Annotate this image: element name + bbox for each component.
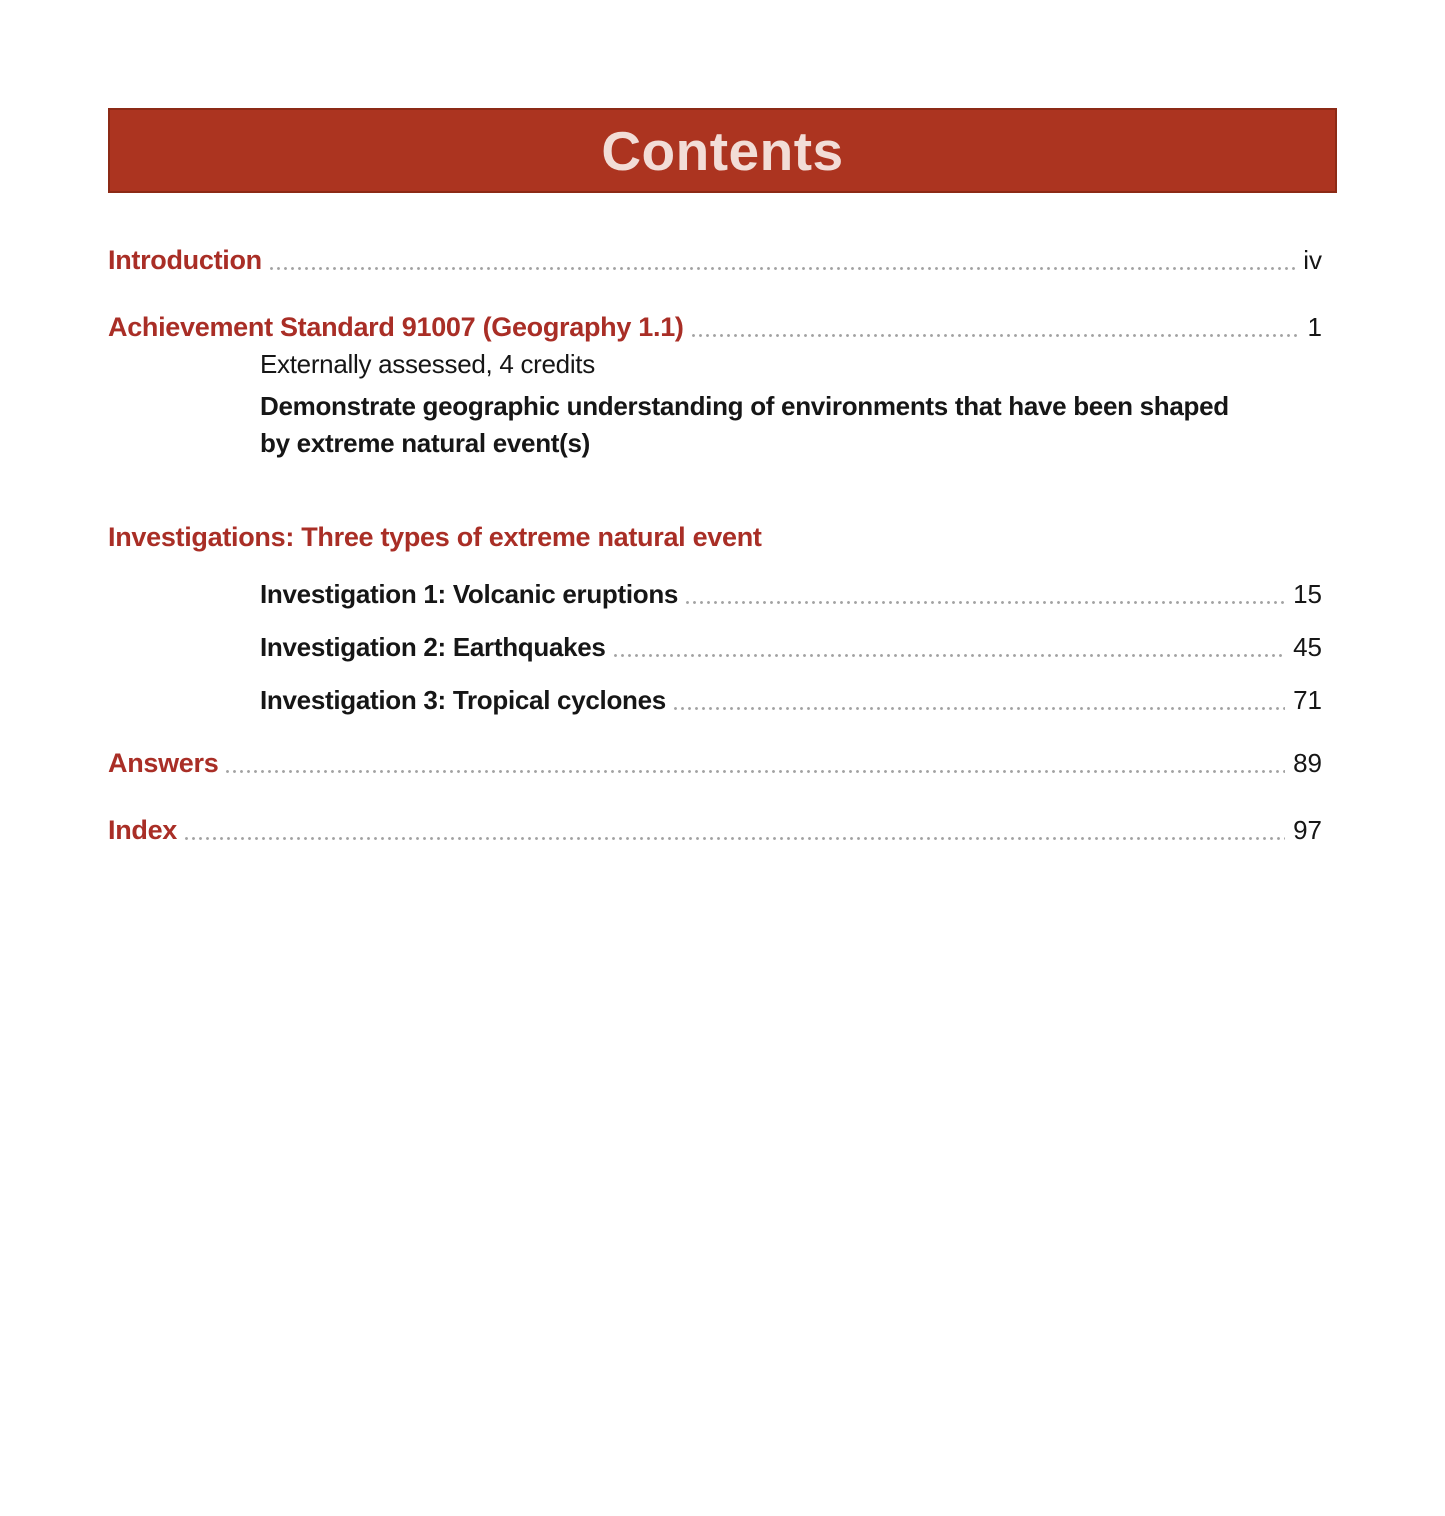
toc-entry-label: Investigation 3: Tropical cyclones xyxy=(260,685,666,715)
toc-entry xyxy=(108,685,1322,716)
toc-page-number: 1 xyxy=(1307,312,1322,342)
toc-entry-label: Introduction xyxy=(108,245,262,275)
toc-entry xyxy=(108,579,1322,610)
toc-entry-label: Investigation 1: Volcanic eruptions xyxy=(260,579,679,609)
dotted-leader xyxy=(674,707,1285,710)
toc-section-heading xyxy=(108,522,1322,553)
toc-page-number: 89 xyxy=(1293,748,1322,778)
toc-list xyxy=(108,245,1337,846)
toc-entry xyxy=(108,312,1322,343)
toc-entry-label: Index xyxy=(108,815,178,845)
dotted-leader xyxy=(614,654,1285,657)
dotted-leader xyxy=(226,770,1285,773)
toc-entry-label: Achievement Standard 91007 (Geography 1.1) xyxy=(108,312,684,342)
toc-entry xyxy=(108,748,1322,779)
toc-page-number: 71 xyxy=(1293,685,1322,715)
toc-description xyxy=(108,388,1322,462)
dotted-leader xyxy=(270,267,1295,270)
dotted-leader xyxy=(686,601,1285,604)
toc-entry-label: Investigations: Three types of extreme natural event xyxy=(108,522,762,552)
toc-page-number: iv xyxy=(1303,245,1322,275)
toc-entry-label: Demonstrate geographic understanding of environments that have been shaped by extreme natural event(s) xyxy=(260,391,1229,458)
dotted-leader xyxy=(692,334,1300,337)
toc-entry-label: Answers xyxy=(108,748,219,778)
toc-entry-label: Externally assessed, 4 credits xyxy=(260,349,595,379)
toc-description xyxy=(108,349,1322,380)
toc-page-number: 97 xyxy=(1293,815,1322,845)
toc-page-number: 15 xyxy=(1293,579,1322,609)
toc-page-number: 45 xyxy=(1293,632,1322,662)
contents-banner xyxy=(108,108,1337,193)
toc-entry xyxy=(108,815,1322,846)
toc-entry xyxy=(108,245,1322,276)
dotted-leader xyxy=(185,837,1285,840)
toc-entry-label: Investigation 2: Earthquakes xyxy=(260,632,606,662)
toc-entry xyxy=(108,632,1322,663)
page-title: Contents xyxy=(601,119,844,182)
